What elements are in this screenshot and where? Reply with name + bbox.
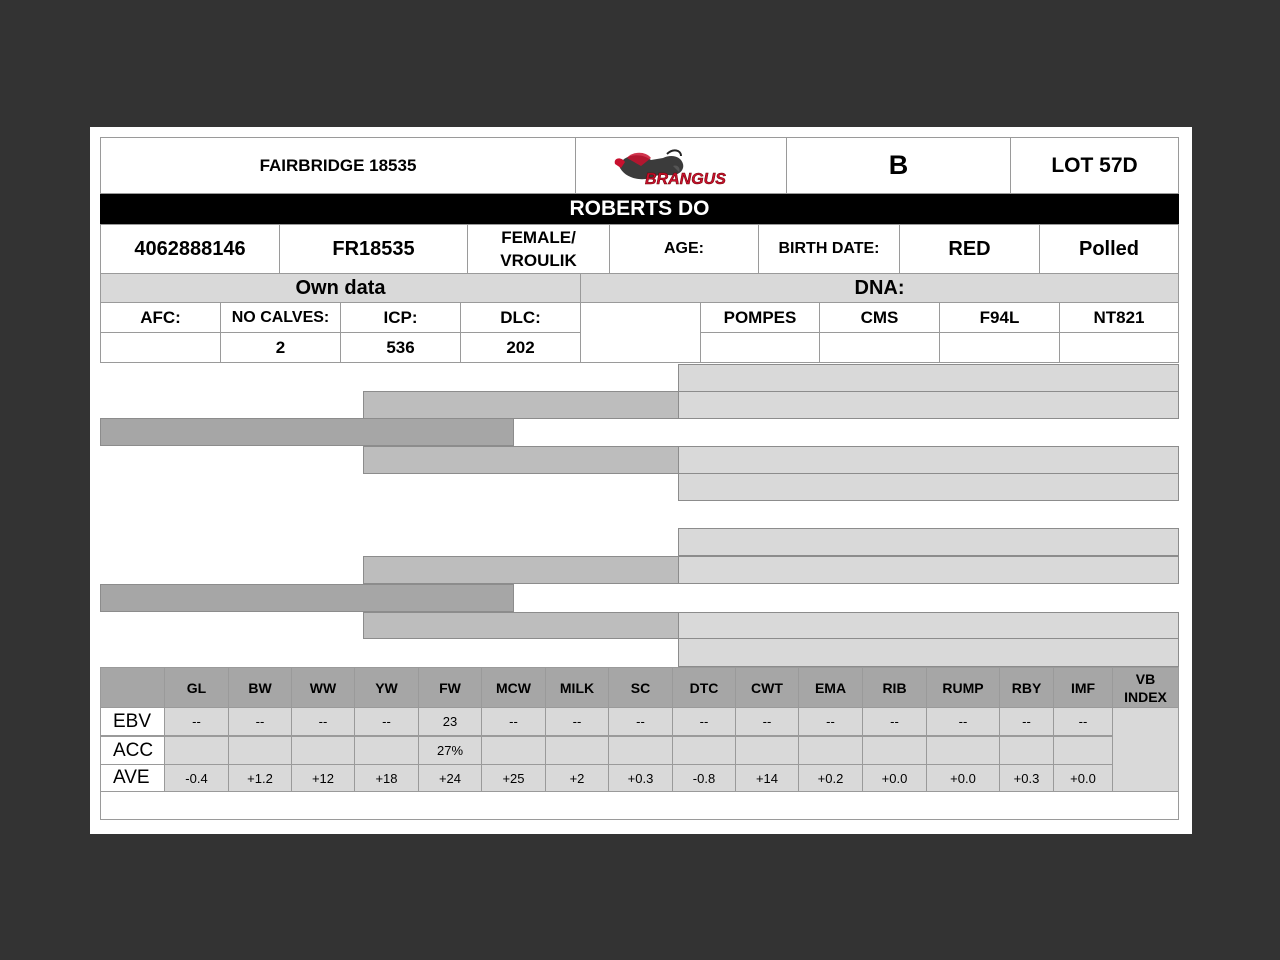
pedigree-box (678, 556, 1179, 584)
brangus-logo (575, 137, 787, 194)
cell-ave-ema: +0.2 (798, 764, 863, 792)
cell-ebv-gl: -- (164, 707, 229, 736)
cell-ave-rby: +0.3 (999, 764, 1054, 792)
icp-value: 536 (340, 332, 461, 363)
pedigree-box (678, 638, 1179, 667)
cell-ave-sc: +0.3 (608, 764, 673, 792)
row-label-ave: AVE (100, 764, 165, 792)
pedigree-box (678, 612, 1179, 639)
dna-cms-label: CMS (819, 302, 940, 333)
trait-header-rib: RIB (862, 667, 927, 708)
trait-header-gl: GL (164, 667, 229, 708)
cell-ebv-yw: -- (354, 707, 419, 736)
dna-cms-value (819, 332, 940, 363)
pedigree-box (678, 528, 1179, 556)
pedigree-box (363, 391, 679, 419)
pedigree-box (100, 584, 514, 612)
dlc-value: 202 (460, 332, 581, 363)
cell-acc-mcw (481, 736, 546, 765)
cell-acc-rib (862, 736, 927, 765)
dna-f94l-value (939, 332, 1060, 363)
age-label (609, 224, 759, 274)
vb-index-value (1112, 707, 1179, 792)
cell-ave-dtc: -0.8 (672, 764, 736, 792)
cell-ave-mcw: +25 (481, 764, 546, 792)
cell-acc-fw: 27% (418, 736, 482, 765)
cell-ave-bw: +1.2 (228, 764, 292, 792)
grade-badge: B (786, 137, 1011, 194)
color-field: RED (899, 224, 1040, 274)
cell-acc-milk (545, 736, 609, 765)
trait-header-fw: FW (418, 667, 482, 708)
pedigree-box (363, 446, 679, 474)
id-number: 4062888146 (100, 224, 280, 274)
dna-pompes-value (700, 332, 820, 363)
trait-header-cwt: CWT (735, 667, 799, 708)
sex-field: FEMALE/ VROULIK (467, 224, 610, 274)
animal-name: FAIRBRIDGE 18535 (100, 137, 576, 194)
trait-header-dtc: DTC (672, 667, 736, 708)
cell-ave-cwt: +14 (735, 764, 799, 792)
cell-ebv-mcw: -- (481, 707, 546, 736)
dna-f94l-label: F94L (939, 302, 1060, 333)
cell-ave-ww: +12 (291, 764, 355, 792)
cell-ave-imf: +0.0 (1053, 764, 1113, 792)
cell-acc-rby (999, 736, 1054, 765)
brangus-bull-logo-icon (611, 144, 751, 188)
pedigree-box (100, 418, 514, 446)
trait-header-ww: WW (291, 667, 355, 708)
cell-ebv-ww: -- (291, 707, 355, 736)
cell-ebv-rump: -- (926, 707, 1000, 736)
pedigree-box (678, 364, 1179, 392)
trait-header-mcw: MCW (481, 667, 546, 708)
lot-number: LOT 57D (1010, 137, 1179, 194)
cell-acc-ww (291, 736, 355, 765)
row-label-acc: ACC (100, 736, 165, 765)
cell-acc-cwt (735, 736, 799, 765)
cell-ave-yw: +18 (354, 764, 419, 792)
afc-value (100, 332, 221, 363)
cell-ave-rib: +0.0 (862, 764, 927, 792)
trait-header-rby: RBY (999, 667, 1054, 708)
birth-date-label (758, 224, 900, 274)
cell-acc-gl (164, 736, 229, 765)
pedigree-box (363, 556, 679, 584)
cell-acc-bw (228, 736, 292, 765)
cell-acc-ema (798, 736, 863, 765)
cell-acc-rump (926, 736, 1000, 765)
cell-acc-sc (608, 736, 673, 765)
cell-ave-milk: +2 (545, 764, 609, 792)
cell-ebv-cwt: -- (735, 707, 799, 736)
age-label-text: AGE: (664, 240, 704, 257)
trait-header-milk: MILK (545, 667, 609, 708)
pedigree-box (678, 391, 1179, 419)
dna-nt821-value (1059, 332, 1179, 363)
icp-label: ICP: (340, 302, 461, 333)
cell-ebv-imf: -- (1053, 707, 1113, 736)
trait-header-rump: RUMP (926, 667, 1000, 708)
cell-ebv-fw: 23 (418, 707, 482, 736)
pedigree-box (363, 612, 679, 639)
cell-ave-gl: -0.4 (164, 764, 229, 792)
no-calves-value: 2 (220, 332, 341, 363)
vb-index-header: VB INDEX (1112, 667, 1179, 708)
cell-ave-rump: +0.0 (926, 764, 1000, 792)
cell-ebv-rib: -- (862, 707, 927, 736)
cell-ebv-sc: -- (608, 707, 673, 736)
row-label-ebv: EBV (100, 707, 165, 736)
trait-header-bw: BW (228, 667, 292, 708)
breeder-bar: ROBERTS DO (100, 194, 1179, 224)
cell-acc-yw (354, 736, 419, 765)
afc-label: AFC: (100, 302, 221, 333)
no-calves-label: NO CALVES: (220, 302, 341, 333)
svg-text:BRANGUS: BRANGUS (645, 170, 726, 188)
birth-date-label-text: BIRTH DATE: (778, 240, 880, 257)
dna-heading: DNA: (580, 273, 1179, 303)
ebv-header-corner (100, 667, 165, 708)
cell-ebv-ema: -- (798, 707, 863, 736)
horn-status: Polled (1039, 224, 1179, 274)
trait-header-yw: YW (354, 667, 419, 708)
dlc-label: DLC: (460, 302, 581, 333)
cell-ebv-rby: -- (999, 707, 1054, 736)
own-data-heading: Own data (100, 273, 581, 303)
cell-acc-imf (1053, 736, 1113, 765)
trait-header-sc: SC (608, 667, 673, 708)
pedigree-box (678, 473, 1179, 501)
cell-ebv-dtc: -- (672, 707, 736, 736)
cell-ave-fw: +24 (418, 764, 482, 792)
dna-blank (580, 302, 701, 363)
trait-header-imf: IMF (1053, 667, 1113, 708)
pedigree-box (678, 446, 1179, 474)
cell-acc-dtc (672, 736, 736, 765)
animal-code: FR18535 (279, 224, 468, 274)
cell-ebv-milk: -- (545, 707, 609, 736)
trait-header-ema: EMA (798, 667, 863, 708)
cell-ebv-bw: -- (228, 707, 292, 736)
lot-card (90, 127, 1192, 834)
footer-note (100, 791, 1179, 820)
dna-nt821-label: NT821 (1059, 302, 1179, 333)
dna-pompes-label: POMPES (700, 302, 820, 333)
